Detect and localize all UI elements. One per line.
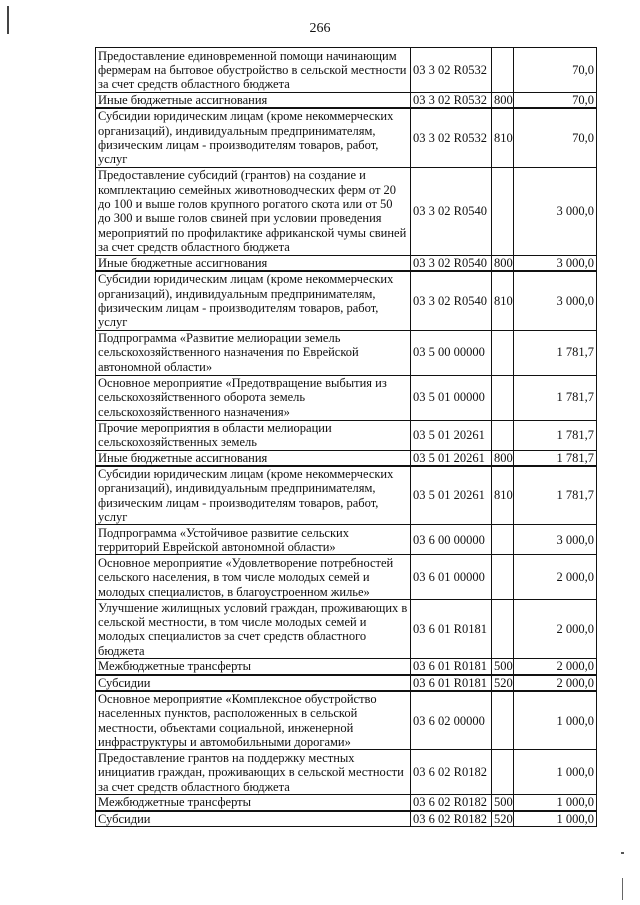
row-code: 03 3 02 R0532	[411, 108, 492, 167]
row-name: Предоставление грантов на поддержку местных инициатив граждан, проживающих в сельской местности за счет средств областного бюджета	[96, 750, 411, 795]
row-expense-type	[492, 167, 514, 255]
table-row	[96, 48, 597, 93]
row-code: 03 6 02 R0182	[411, 750, 492, 795]
row-name: Предоставление субсидий (грантов) на создание и комплектацию семейных животноводческих ферм от 20 до 100 и выше голов крупного рогатого скота или от 50 до 300 и выше голов свиней при условии проведения мероприятий по профилактике африканской чумы свиней за счет средств областного бюджета	[96, 167, 411, 255]
table-row	[96, 675, 597, 691]
row-code: 03 6 02 00000	[411, 691, 492, 750]
row-name: Субсидии юридическим лицам (кроме некоммерческих организаций), индивидуальным предпринимателям, физическим лицам - производителям товаров, работ, услуг	[96, 271, 411, 330]
row-amount: 2 000,0	[514, 555, 597, 600]
table-row	[96, 255, 597, 271]
row-code: 03 5 01 20261	[411, 420, 492, 450]
row-expense-type	[492, 555, 514, 600]
row-name: Субсидии	[96, 675, 411, 691]
row-amount: 2 000,0	[514, 675, 597, 691]
row-amount: 1 781,7	[514, 450, 597, 466]
row-name: Улучшение жилищных условий граждан, проживающих в сельской местности, в том числе молодых семей и молодых специалистов за счет средств областного бюджета	[96, 600, 411, 659]
row-amount: 1 781,7	[514, 466, 597, 525]
table-row	[96, 811, 597, 827]
row-name: Межбюджетные трансферты	[96, 795, 411, 811]
row-name: Предоставление единовременной помощи начинающим фермерам на бытовое обустройство в сельской местности за счет средств областного бюджета	[96, 48, 411, 93]
row-code: 03 3 02 R0532	[411, 93, 492, 109]
row-code: 03 3 02 R0540	[411, 271, 492, 330]
table-row	[96, 466, 597, 525]
table-row	[96, 659, 597, 675]
row-expense-type: 800	[492, 255, 514, 271]
row-code: 03 6 02 R0182	[411, 795, 492, 811]
row-expense-type	[492, 691, 514, 750]
row-expense-type: 800	[492, 93, 514, 109]
row-code: 03 3 02 R0540	[411, 167, 492, 255]
row-code: 03 6 00 00000	[411, 525, 492, 555]
row-amount: 1 781,7	[514, 330, 597, 375]
row-expense-type: 500	[492, 795, 514, 811]
row-expense-type: 810	[492, 271, 514, 330]
row-code: 03 5 00 00000	[411, 330, 492, 375]
row-expense-type	[492, 375, 514, 420]
row-amount: 3 000,0	[514, 525, 597, 555]
table-row	[96, 420, 597, 450]
row-amount: 2 000,0	[514, 659, 597, 675]
row-name: Подпрограмма «Развитие мелиорации земель сельскохозяйственного назначения по Еврейской автономной области»	[96, 330, 411, 375]
row-name: Иные бюджетные ассигнования	[96, 255, 411, 271]
row-name: Субсидии юридическим лицам (кроме некоммерческих организаций), индивидуальным предпринимателям, физическим лицам - производителям товаров, работ, услуг	[96, 108, 411, 167]
row-name: Основное мероприятие «Удовлетворение потребностей сельского населения, в том числе молодых семей и молодых специалистов, в благоустроенном жилье»	[96, 555, 411, 600]
row-expense-type: 520	[492, 811, 514, 827]
row-code: 03 6 01 R0181	[411, 600, 492, 659]
row-name: Межбюджетные трансферты	[96, 659, 411, 675]
row-expense-type: 810	[492, 466, 514, 525]
scan-edge-mark-bottom	[622, 878, 623, 900]
row-code: 03 5 01 20261	[411, 466, 492, 525]
row-amount: 3 000,0	[514, 271, 597, 330]
row-expense-type	[492, 525, 514, 555]
table-row	[96, 450, 597, 466]
table-row	[96, 525, 597, 555]
row-amount: 3 000,0	[514, 255, 597, 271]
row-name: Иные бюджетные ассигнования	[96, 450, 411, 466]
row-amount: 3 000,0	[514, 167, 597, 255]
table-row	[96, 750, 597, 795]
row-expense-type: 800	[492, 450, 514, 466]
row-name: Прочие мероприятия в области мелиорации сельскохозяйственных земель	[96, 420, 411, 450]
table-row	[96, 271, 597, 330]
table-row	[96, 600, 597, 659]
row-name: Субсидии	[96, 811, 411, 827]
row-name: Иные бюджетные ассигнования	[96, 93, 411, 109]
row-expense-type	[492, 750, 514, 795]
row-code: 03 3 02 R0540	[411, 255, 492, 271]
row-expense-type	[492, 48, 514, 93]
row-amount: 1 000,0	[514, 691, 597, 750]
row-name: Основное мероприятие «Комплексное обустройство населенных пунктов, расположенных в сельской местности, объектами социальной, инженерной инфраструктуры и автомобильными дорогами»	[96, 691, 411, 750]
row-amount: 1 000,0	[514, 750, 597, 795]
row-code: 03 6 01 R0181	[411, 659, 492, 675]
table-row	[96, 691, 597, 750]
table-row	[96, 555, 597, 600]
row-code: 03 6 01 00000	[411, 555, 492, 600]
budget-table	[95, 47, 597, 827]
row-amount: 1 781,7	[514, 375, 597, 420]
row-code: 03 3 02 R0532	[411, 48, 492, 93]
row-amount: 2 000,0	[514, 600, 597, 659]
row-amount: 1 000,0	[514, 811, 597, 827]
row-code: 03 5 01 00000	[411, 375, 492, 420]
page-number: 266	[309, 21, 331, 36]
table-row	[96, 167, 597, 255]
table-row	[96, 108, 597, 167]
row-expense-type: 520	[492, 675, 514, 691]
row-name: Основное мероприятие «Предотвращение выбытия из сельскохозяйственного оборота земель сельскохозяйственного назначения»	[96, 375, 411, 420]
row-expense-type	[492, 420, 514, 450]
row-code: 03 6 01 R0181	[411, 675, 492, 691]
row-amount: 70,0	[514, 108, 597, 167]
table-row	[96, 375, 597, 420]
row-amount: 1 781,7	[514, 420, 597, 450]
table-row	[96, 93, 597, 109]
scan-speck	[621, 852, 624, 854]
table-row	[96, 795, 597, 811]
row-amount: 1 000,0	[514, 795, 597, 811]
row-expense-type	[492, 330, 514, 375]
row-expense-type: 810	[492, 108, 514, 167]
row-code: 03 6 02 R0182	[411, 811, 492, 827]
row-expense-type	[492, 600, 514, 659]
row-name: Подпрограмма «Устойчивое развитие сельских территорий Еврейской автономной области»	[96, 525, 411, 555]
row-amount: 70,0	[514, 48, 597, 93]
row-name: Субсидии юридическим лицам (кроме некоммерческих организаций), индивидуальным предпринимателям, физическим лицам - производителям товаров, работ, услуг	[96, 466, 411, 525]
table-row	[96, 330, 597, 375]
row-expense-type: 500	[492, 659, 514, 675]
row-code: 03 5 01 20261	[411, 450, 492, 466]
row-amount: 70,0	[514, 93, 597, 109]
